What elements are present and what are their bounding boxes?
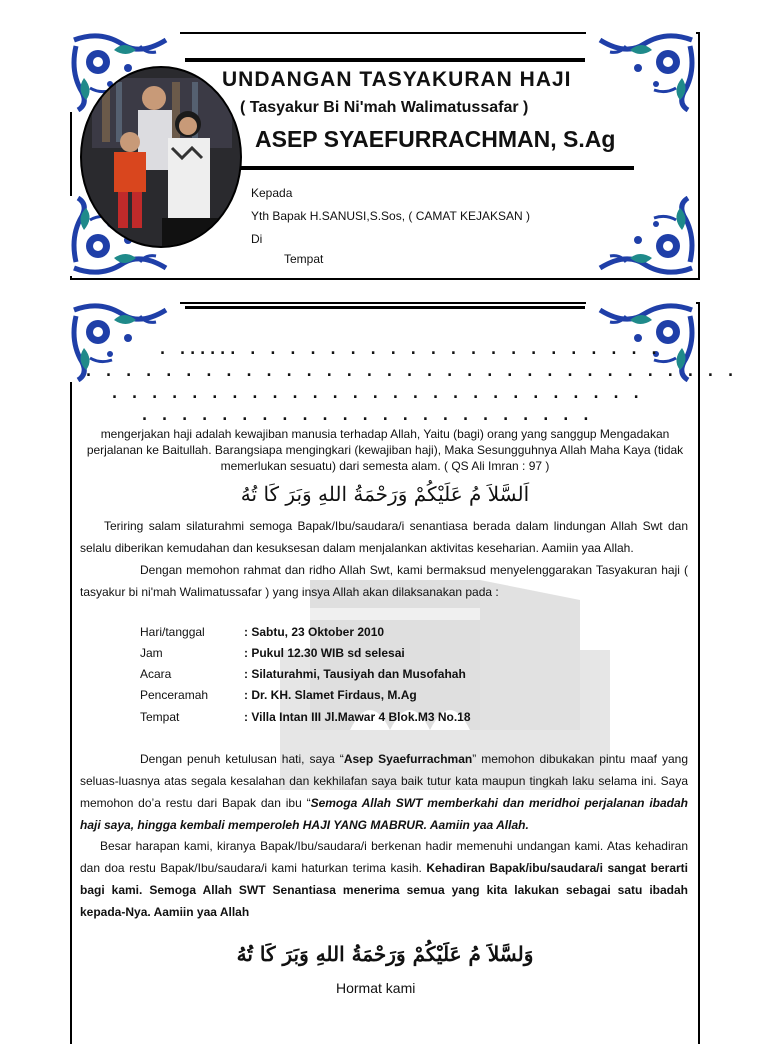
invitation-title: UNDANGAN TASYAKURAN HAJI [222,68,572,91]
detail-label: Tempat [140,710,180,724]
host-name-inline: Asep Syaefurrachman [343,752,473,766]
invitation-subtitle: ( Tasyakur Bi Ni'mah Walimatussafar ) [240,99,529,116]
host-name: ASEP SYAEFURRACHMAN, S.Ag [255,126,616,152]
detail-label: Acara [140,667,172,681]
verse-placeholder-line-3: . . . . . . . . . . . . . . . . . . . . . . . . . . . [110,384,642,402]
header-top-rule [185,58,585,62]
ornament-bottom-right-icon [586,196,696,276]
detail-value: : Sabtu, 23 Oktober 2010 [244,625,385,639]
header-bottom-rule [238,166,634,170]
prayer-text: Semoga Allah SWT memberkahi dan meridhoi perjalanan ibadah haji saya, hingga kembali memperoleh HAJI YANG MABRUR. Aamiin yaa Allah. [80,796,688,832]
address-recipient: Yth Bapak H.SANUSI,S.Sos, ( CAMAT KEJAKSAN ) [251,209,530,223]
family-photo [80,66,242,248]
detail-label: Hari/tanggal [140,625,205,639]
detail-label: Penceramah [140,688,209,702]
address-at: Di [251,232,263,246]
detail-value: : Villa Intan III Jl.Mawar 4 Blok.M3 No.18 [244,710,471,724]
closing-paragraph [80,835,688,923]
body-top-rule [185,306,585,309]
closing-emphasis: Kehadiran Bapak/ibu/saudara/i sangat berarti bagi kami. Semoga Allah SWT Senantiasa menerima semua yang kita lakukan sebagai satu ibadah kepada-Nya. Aamiin yaa Allah [80,861,688,919]
detail-value: : Silaturahmi, Tausiyah dan Musofahah [244,667,466,681]
ornament-top-right-icon [586,32,696,112]
verse-placeholder-line-2: . . . . . . . . . . . . . . . . . . . . . . . . . . . . . . . . . [84,362,736,380]
salam-closing: وَلسَّلاَ مُ عَلَيْكُمْ وَرَحْمَةُ اللهِ وَبَرَ كَا تُهُ [236,942,534,966]
apology-text-middle: ” memohon dibukakan pintu maaf yang seluas-luasnya atas segala kesalahan dan kekhilafan saya baik tutur kata maupun tingkah laku selama ini. Saya memohon do’a restu dari Bapak dan ibu “ [80,752,688,810]
apology-paragraph [80,748,688,836]
salam-opening: اَلسَّلاَ مُ عَلَيْكُمْ وَرَحْمَةُ اللهِ وَبَرَ كَا تُهُ [240,482,530,506]
detail-label: Jam [140,646,163,660]
quran-verse-translation: mengerjakan haji adalah kewajiban manusia terhadap Allah, Yaitu (bagi) orang yang sanggup Mengadakan perjalanan ke Baitullah. Barangsiapa mengingkari (kewajiban haji), Maka Sesungguhnya Allah Maha Kaya (tidak memerlukan sesuatu) dari semesta alam. ( QS Ali Imran : 97 ) [86,427,684,473]
apology-text-start: Dengan penuh ketulusan hati, saya “ [140,752,344,766]
sign-off: Hormat kami [336,980,416,996]
detail-value: : Pukul 12.30 WIB sd selesai [244,646,405,660]
verse-placeholder-line-1: . ...... . . . . . . . . . . . . . . . . . . . . . [158,340,660,358]
intent-paragraph: Dengan memohon rahmat dan ridho Allah Swt, kami bermaksud menyelenggarakan Tasyakuran haji ( tasyakur bi ni'mah Walimatussafar ) yang insya Allah akan dilaksanakan pada : [80,563,688,599]
closing-text: Besar harapan kami, kiranya Bapak/Ibu/saudara/i berkenan hadir memenuhi undangan kami. Atas kehadiran dan doa restu Bapak/Ibu/saudara/i kami haturkan terima kasih. [80,839,688,875]
address-to: Kepada [251,186,293,200]
detail-value: : Dr. KH. Slamet Firdaus, M.Ag [244,688,417,702]
address-place: Tempat [284,252,324,266]
greeting-paragraph: Teriring salam silaturahmi semoga Bapak/Ibu/saudara/i senantiasa berada dalam lindungan Allah Swt dan selalu diberikan kemudahan dan kesuksesan dalam menjalankan aktivitas keseharian. Aamiin yaa Allah. [80,519,688,555]
verse-placeholder-line-4: . . . . . . . . . . . . . . . . . . . . . . . [140,406,592,424]
